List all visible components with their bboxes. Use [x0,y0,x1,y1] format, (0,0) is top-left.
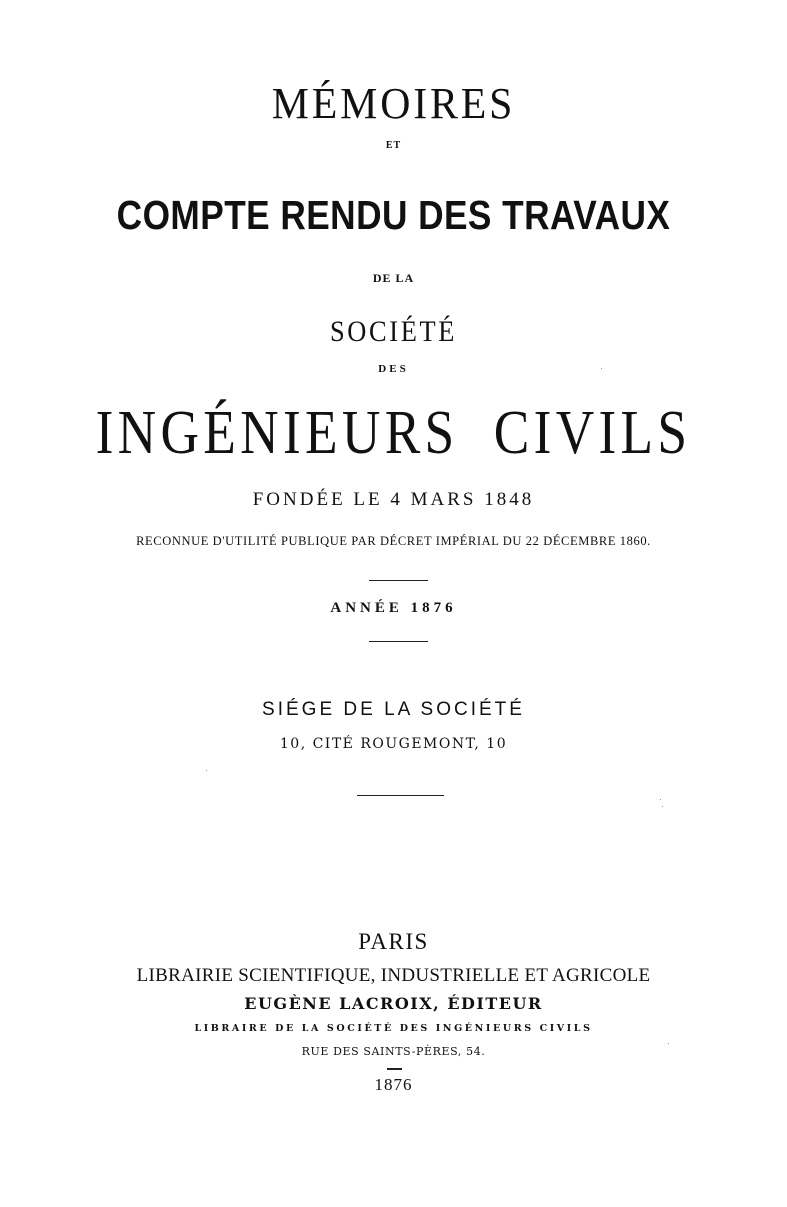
paper-speck [601,368,602,369]
divider-rule [387,1068,402,1070]
conjunction-et: ET [385,140,402,151]
heading-memoires: MÉMOIRES [271,79,516,128]
paper-speck [668,1043,669,1044]
imprint-year: 1876 [374,1075,413,1094]
paper-speck [660,799,661,800]
heading-compte-rendu: COMPTE RENDU DES TRAVAUX [116,192,671,238]
imprint-city: PARIS [358,929,429,954]
paper-speck [662,806,663,807]
divider-rule [369,641,428,642]
imprint-publisher: EUGÈNE LACROIX, ÉDITEUR [244,994,543,1013]
divider-rule [357,795,444,796]
seat-label: SIÉGE DE LA SOCIÉTÉ [262,699,525,720]
recognition-decree: RECONNUE D'UTILITÉ PUBLIQUE PAR DÉCRET IMPÉRIAL DU 22 DÉCEMBRE 1860. [136,534,651,548]
year-label: ANNÉE 1876 [330,600,457,616]
divider-rule [369,580,428,581]
heading-societe: SOCIÉTÉ [329,315,457,348]
imprint-publisher-role: LIBRAIRE DE LA SOCIÉTÉ DES INGÉNIEURS CIVILS [194,1023,593,1034]
seat-address: 10, CITÉ ROUGEMONT, 10 [279,736,508,752]
text-de-la: DE LA [372,271,415,285]
founded-date: FONDÉE LE 4 MARS 1848 [252,489,535,510]
imprint-bookshop: LIBRAIRIE SCIENTIFIQUE, INDUSTRIELLE ET AGRICOLE [136,965,651,986]
heading-ingenieurs-civils: INGÉNIEURS CIVILS [95,399,692,467]
text-des: DES [378,363,409,375]
imprint-address: RUE DES SAINTS-PÈRES, 54. [301,1045,486,1058]
paper-speck [206,770,207,771]
